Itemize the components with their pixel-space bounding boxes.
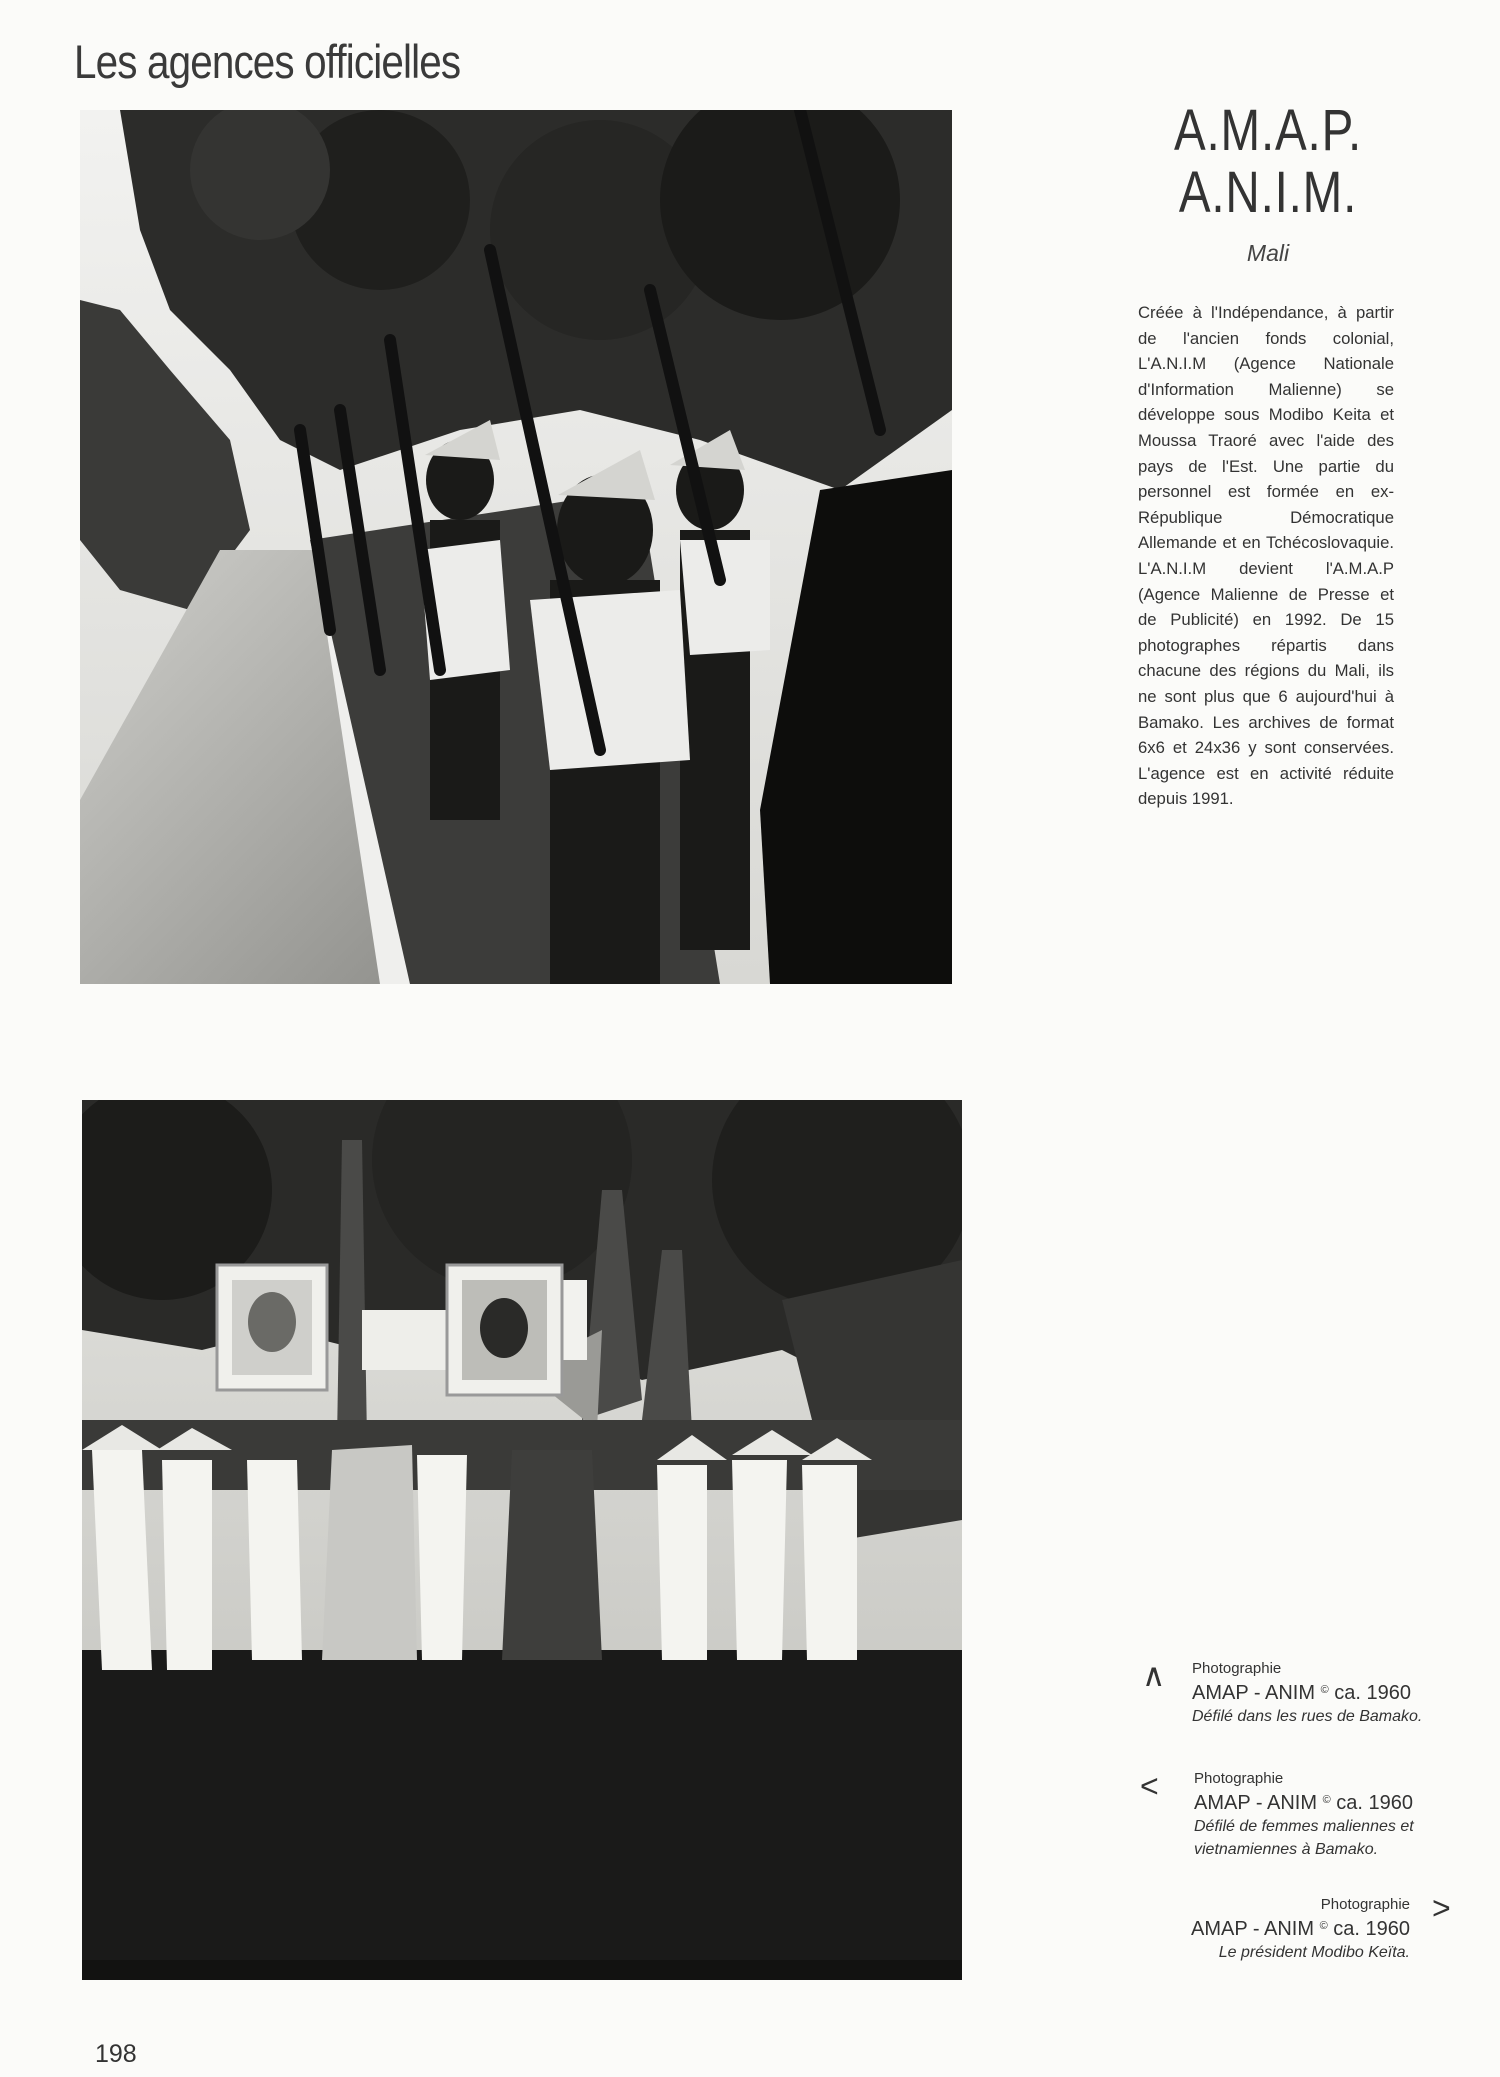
left-arrow-icon: < bbox=[1140, 1768, 1159, 1804]
caption-2-text-line1: Défilé de femmes maliennes et bbox=[1194, 1818, 1414, 1835]
section-title: Les agences officielles bbox=[74, 35, 461, 88]
caption-1-text: Défilé dans les rues de Bamako. bbox=[1192, 1708, 1423, 1725]
right-arrow-icon: > bbox=[1432, 1890, 1451, 1926]
caption-2 bbox=[1140, 1768, 1458, 1861]
caption-3-credit: AMAP - ANIM © ca. 1960 bbox=[1191, 1918, 1410, 1940]
article-description: Créée à l'Indépendance, à partir de l'ancien fonds colonial, L'A.N.I.M (Agence Nationale d'Information Malienne) se développe sous Modibo Keita et Moussa Traoré avec l'aide des pays de l'Est. Une partie du personnel est formée en ex-République Démocratique Allemande et en Tchécoslovaquie. L'A.N.I.M devient l'A.M.A.P (Agence Malienne de Presse et de Publicité) en 1992. De 15 photographes répartis dans chacune des régions du Mali, ils ne sont plus que 6 aujourd'hui à Bamako. Les archives de format 6x6 et 24x36 y sont conservées. L'agence est en activité réduite depuis 1991. bbox=[1138, 303, 1394, 809]
title-line-anim: A.N.I.M. bbox=[1178, 160, 1358, 225]
caption-2-credit: AMAP - ANIM © ca. 1960 bbox=[1194, 1792, 1413, 1814]
up-arrow-icon: ∧ bbox=[1142, 1657, 1166, 1693]
photo-women-parade bbox=[82, 1100, 962, 1980]
caption-3-text: Le président Modibo Keïta. bbox=[1218, 1944, 1410, 1961]
caption-3 bbox=[1170, 1890, 1451, 1964]
photo-marching-soldiers bbox=[80, 110, 952, 984]
article-title bbox=[1153, 100, 1383, 224]
title-line-amap: A.M.A.P. bbox=[1173, 98, 1363, 163]
caption-2-label: Photographie bbox=[1194, 1770, 1284, 1787]
caption-3-label: Photographie bbox=[1320, 1896, 1410, 1913]
caption-1 bbox=[1142, 1657, 1458, 1728]
country-subtitle: Mali bbox=[1246, 240, 1290, 266]
page-number: 198 bbox=[95, 2040, 137, 2068]
caption-2-text-line2: vietnamiennes à Bamako. bbox=[1194, 1841, 1379, 1858]
caption-1-label: Photographie bbox=[1192, 1660, 1282, 1677]
caption-1-credit: AMAP - ANIM © ca. 1960 bbox=[1192, 1682, 1411, 1704]
